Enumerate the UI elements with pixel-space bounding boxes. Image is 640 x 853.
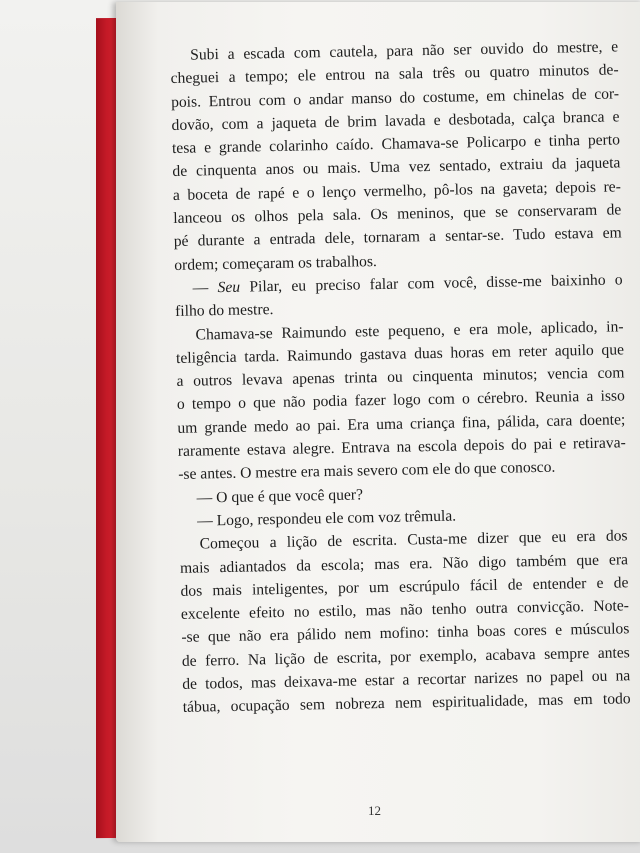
text-line-22: Começou a lição de escrita. Custa-me dizer que eu era dos — [199, 527, 628, 553]
page-number: 12 — [368, 803, 381, 818]
text-line-23: mais adiantados da escola; mas era. Não digo também que era — [179, 550, 629, 577]
text-line-9: pé durante a entrada dele, tornaram a sentar-se. Tudo estava em — [173, 224, 622, 251]
text-line-27: de ferro. Na lição de escrita, por exemplo, acabava sempre antes — [181, 644, 630, 670]
text-line-7: a boceta de rapé e o lenço vermelho, pô-los na gaveta; depois re- — [172, 178, 621, 204]
text-line-1: Subi a escada com cautela, para não ser ouvido do mestre, e — [190, 38, 619, 64]
text-line-13: Chamava-se Raimundo este pequeno, e era mole, aplicado, in- — [195, 317, 624, 344]
text-line-16: o tempo o que não podia fazer logo com o cérebro. Reunia a isso — [176, 387, 626, 414]
text-line-14: teligência tarda. Raimundo gastava duas horas em reter aquilo que — [175, 341, 625, 367]
italic-word: Seu — [217, 278, 241, 297]
text-line-5: tesa e grande colarinho caído. Chamava-se Policarpo e tinha perto — [171, 131, 621, 158]
text-line-28: de todos, mas deixava-me estar a recortar narizes no papel ou na — [182, 667, 631, 693]
text-line-6: de cinquenta anos ou mais. Uma vez sentado, extraiu da jaqueta — [172, 154, 621, 181]
text-line-24: dos mais inteligentes, por um escrúpulo fácil de entender e de — [180, 574, 629, 600]
text-line-19: -se antes. O mestre era mais severo com ele do que conosco. — [178, 459, 556, 484]
text-line-29: tábua, ocupação sem nobreza nem espiritualidade, mas em todo — [182, 690, 631, 717]
text-line-2: cheguei a tempo; ele entrou na sala três ou quatro minutos de- — [170, 61, 619, 88]
text-line-18: raramente estava alegre. Entrava na escola depois do pai e retirava- — [177, 434, 626, 460]
text-line-15: a outros levava apenas trinta ou cinquenta minutos; vencia com — [176, 364, 625, 391]
text-line-26: -se que não era pálido nem mofino: tinha boas cores e músculos — [181, 620, 630, 647]
text-line-21: — Logo, respondeu ele com voz trêmula. — [196, 507, 457, 530]
text-line-17: um grande medo ao pai. Era uma criança fina, pálida, cara doente; — [177, 411, 626, 437]
text-line-10: ordem; começaram os trabalhos. — [174, 252, 378, 274]
text-line-20: — O que é que você quer? — [196, 486, 364, 507]
text-line-3: pois. Entrou com o andar manso do costume, em chinelas de cor- — [170, 84, 620, 111]
text-line-25: excelente efeito no estilo, mas não tenho outra convicção. Note- — [180, 597, 630, 624]
text-line-11-rest: Pilar, eu preciso falar com você, disse-me baixinho o — [249, 271, 623, 296]
text-line-8: lanceou os olhos pela sala. Os meninos, que se conservaram de — [173, 201, 622, 228]
dialogue-dash: — — [192, 279, 218, 297]
text-line-4: dovão, com a jaqueta de brim lavada e desbotada, calça branca e — [171, 108, 620, 134]
page-text-body — [170, 35, 631, 719]
text-line-12: filho do mestre. — [174, 301, 274, 321]
